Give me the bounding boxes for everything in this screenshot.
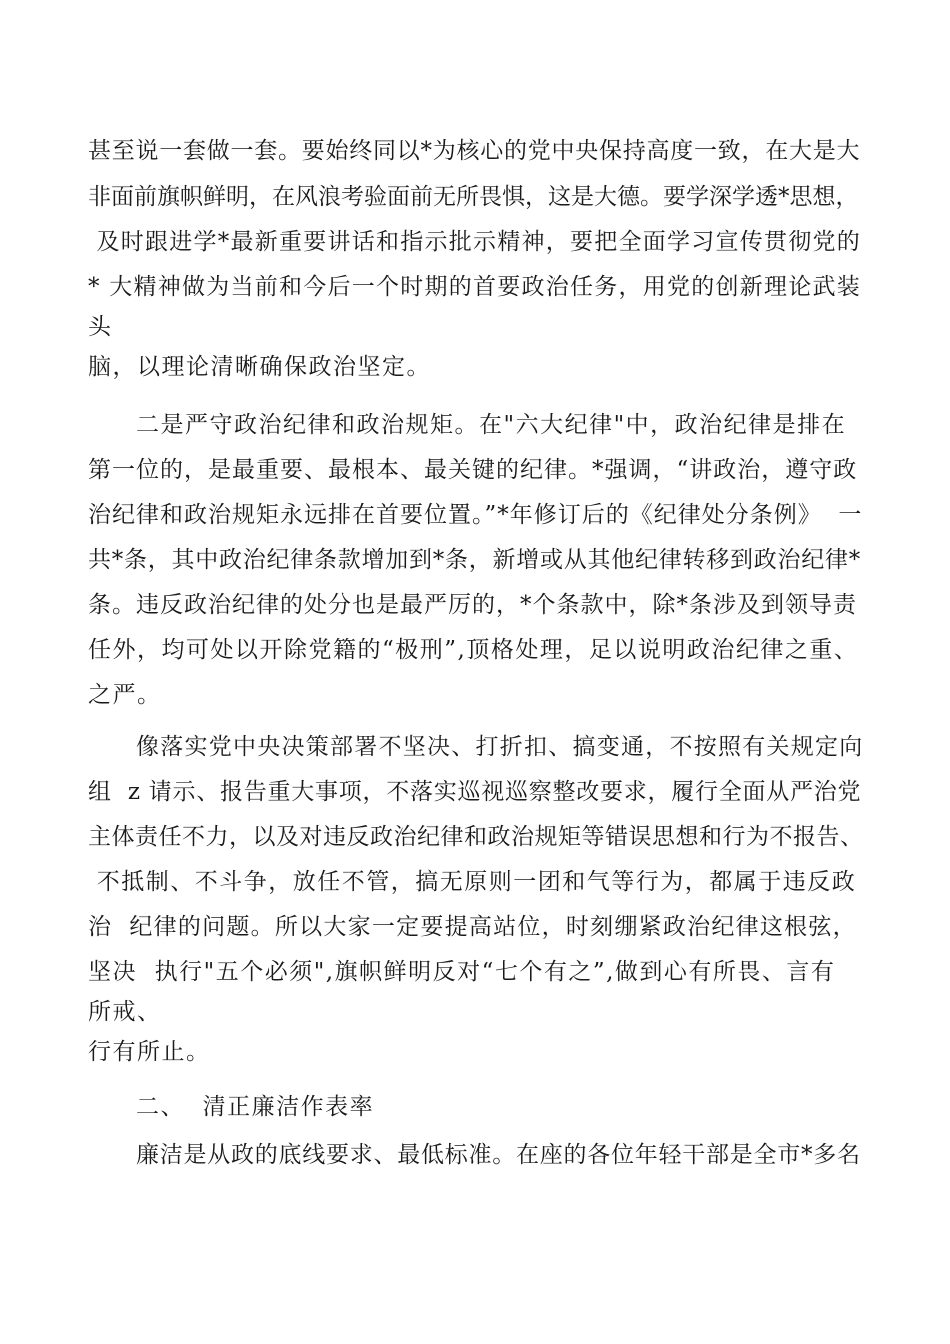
text-line: 二是严守政治纪律和政治规矩。在"六大纪律"中，政治纪律是排在 [136, 412, 847, 438]
text-line: 及时跟进学*最新重要讲话和指示批示精神，要把全面学习宣传贯彻党的 [88, 229, 862, 255]
text-line: 所戒、 [88, 999, 162, 1025]
text-line: 甚至说一套做一套。要始终同以*为核心的党中央保持高度一致，在大是大 [88, 138, 861, 164]
text-line: 不抵制、不斗争，放任不管，搞无原则一团和气等行为，都属于违反政 [88, 869, 857, 895]
text-line: 头 [88, 314, 113, 340]
text-line: 第一位的，是最重要、最根本、最关键的纪律。*强调，“讲政治，遵守政 [88, 457, 858, 483]
text-line: 任外，均可处以开除党籍的“极刑”,顶格处理，足以说明政治纪律之重、 [88, 637, 859, 663]
text-line: 脑，以理论清晰确保政治坚定。 [88, 354, 431, 380]
text-line: 坚决 执行"五个必须",旗帜鲜明反对“七个有之”,做到心有所畏、言有 [88, 959, 836, 985]
text-line: 条。违反政治纪律的处分也是最严厉的，*个条款中，除*条涉及到领导责 [88, 592, 857, 618]
section-heading: 二、 清正廉洁作表率 [136, 1094, 375, 1120]
text-line: 非面前旗帜鲜明，在风浪考验面前无所畏惧，这是大德。要学深学透*思想， [88, 184, 859, 210]
text-line: 组 z 请示、报告重大事项，不落实巡视巡察整改要求，履行全面从严治党 [88, 779, 862, 805]
text-line: * 大精神做为当前和今后一个时期的首要政治任务，用党的创新理论武装 [88, 274, 862, 300]
text-line: 像落实党中央决策部署不坚决、打折扣、搞变通，不按照有关规定向 [136, 734, 864, 760]
text-line: 行有所止。 [88, 1039, 211, 1065]
text-line: 共*条，其中政治纪律条款增加到*条，新增或从其他纪律转移到政治纪律* [88, 547, 861, 573]
text-line: 主体责任不力，以及对违反政治纪律和政治规矩等错误思想和行为不报告、 [88, 824, 864, 850]
text-line: 之严。 [88, 682, 162, 708]
text-line: 治纪律和政治规矩永远排在首要位置。”*年修订后的《纪律处分条例》 一 [88, 502, 863, 528]
text-line: 治 纪律的问题。所以大家一定要提高站位，时刻绷紧政治纪律这根弦， [88, 914, 857, 940]
text-line: 廉洁是从政的底线要求、最低标准。在座的各位年轻干部是全市*多名 [136, 1142, 861, 1168]
